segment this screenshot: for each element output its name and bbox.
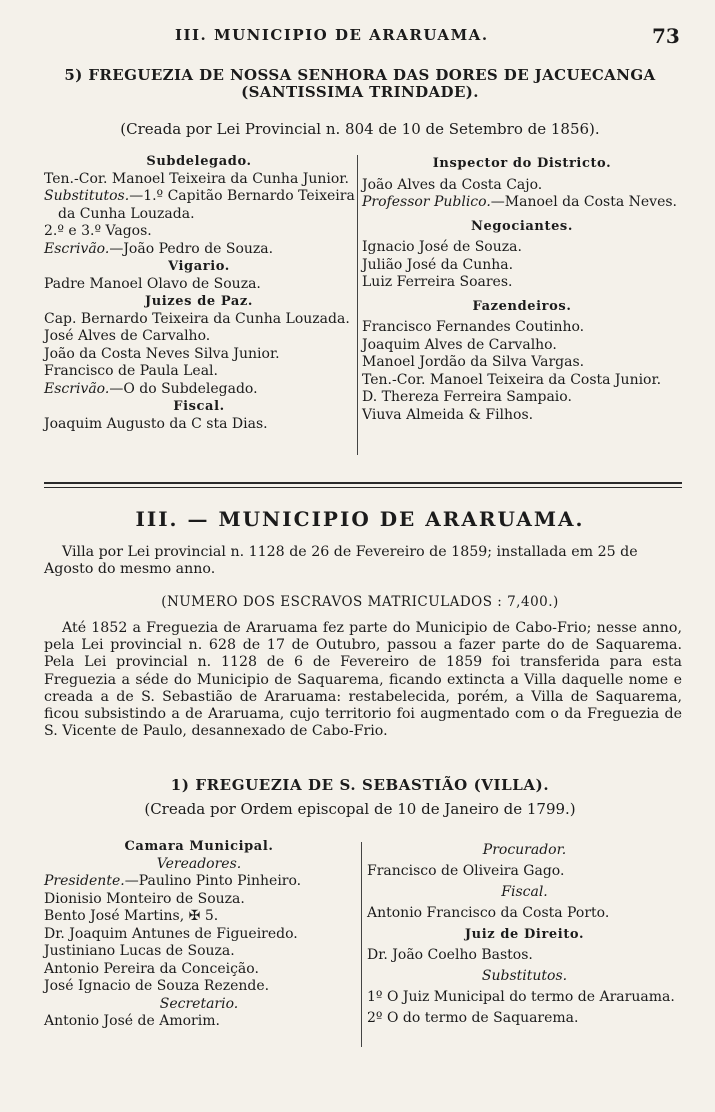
fazendeiro-item: Ten.-Cor. Manoel Teixeira da Costa Junior. — [362, 371, 662, 388]
fiscal-heading: Fiscal. — [173, 399, 225, 414]
vagos-line: 2.º e 3.º Vagos. — [44, 223, 152, 239]
vereador-item: Dionisio Monteiro de Souza. — [44, 890, 245, 907]
substitutos-heading: Substitutos. — [481, 968, 568, 984]
municipio-historia — [44, 620, 682, 740]
vigario-heading: Vigario. — [168, 259, 230, 274]
section5-title-line2: (SANTISSIMA TRINDADE). — [241, 83, 479, 101]
escrivao-line — [44, 241, 354, 259]
negociante-item: Ignacio José de Souza. — [362, 239, 522, 255]
section1-title: 1) FREGUEZIA DE S. SEBASTIÃO (VILLA). — [170, 776, 550, 794]
negociante-item: Luiz Ferreira Soares. — [362, 274, 513, 290]
presidente-text: —Paulino Pinto Pinheiro. — [124, 873, 302, 889]
inspector-heading: Inspector do Districto. — [432, 156, 612, 171]
substituto-item: 2º O do termo de Saquarema. — [367, 1010, 579, 1026]
fiscal-name: Joaquim Augusto da C sta Dias. — [44, 415, 268, 432]
juiz-item: Francisco de Paula Leal. — [44, 363, 218, 379]
escrivao-label: Escrivão. — [44, 240, 110, 257]
section1-creada: (Creada por Ordem episcopal de 10 de Janeiro de 1799.) — [144, 800, 576, 818]
professor-label: Professor Publico. — [362, 194, 491, 210]
section1-left-column — [44, 838, 354, 1031]
fazendeiro-item: Manoel Jordão da Silva Vargas. — [362, 354, 585, 370]
escravos-count: (NUMERO DOS ESCRAVOS MATRICULADOS : 7,400.) — [161, 594, 559, 610]
section5-right-column — [362, 155, 682, 424]
fazendeiro-item: D. Thereza Ferreira Sampaio. — [362, 389, 572, 405]
professor-line — [362, 194, 682, 212]
fazendeiro-item: Francisco Fernandes Coutinho. — [362, 319, 585, 335]
presidente-label: Presidente. — [44, 873, 125, 889]
subdelegado-heading: Subdelegado. — [146, 154, 252, 169]
section-rule-bottom — [44, 487, 682, 488]
fiscal-heading: Fiscal. — [501, 884, 548, 900]
fazendeiro-item: Joaquim Alves de Carvalho. — [362, 336, 557, 353]
juizes-escrivao-line — [44, 381, 354, 399]
vigario-name: Padre Manoel Olavo de Souza. — [44, 275, 261, 292]
municipio-intro — [44, 544, 682, 578]
vereador-item: Justiniano Lucas de Souza. — [44, 943, 235, 959]
juiz-item: João da Costa Neves Silva Junior. — [44, 345, 280, 362]
substitutos-cont: da Cunha Louzada. — [58, 205, 195, 222]
camara-heading: Camara Municipal. — [124, 839, 274, 854]
column-divider — [357, 155, 358, 455]
procurador-heading: Procurador. — [482, 842, 567, 858]
fazendeiros-heading: Fazendeiros. — [472, 298, 572, 314]
vereador-item: José Ignacio de Souza Rezende. — [44, 978, 270, 994]
professor-text: —Manoel da Costa Neves. — [490, 194, 677, 210]
inspector-name: João Alves da Costa Cajo. — [362, 176, 543, 193]
municipio-intro-text: Villa por Lei provincial n. 1128 de 26 de Fevereiro de 1859; installada em 25 de Agosto do mesmo anno. — [44, 544, 638, 578]
municipio-historia-text: Até 1852 a Freguezia de Araruama fez parte do Municipio de Cabo-Frio; nesse anno, pela Lei provincial n. 628 de 17 de Outubro, passou a fazer parte do de Saquarema. Pela Lei provincial n. 1128 de 6 de Fevereiro de 1859 foi transferida para esta Freguezia a séde do Municipio de Saquarema, ficando extincta a Villa daquelle nome e creada a de S. Sebastião de Araruama: restabelecida, porém, a Villa de Saquarema, ficou subsistindo a de Araruama, cujo territorio foi augmentado com o da Freguezia de S. Vicente de Paulo, desannexado de Cabo-Frio. — [44, 620, 682, 740]
substitutos-line — [44, 188, 354, 206]
juiz-direito-name: Dr. João Coelho Bastos. — [367, 947, 533, 963]
section5-title-line1: 5) FREGUEZIA DE NOSSA SENHORA DAS DORES DE JACUECANGA — [64, 66, 656, 84]
juiz-item: José Alves de Carvalho. — [44, 328, 211, 344]
vereadores-heading: Vereadores. — [156, 855, 242, 872]
vereador-item: Dr. Joaquim Antunes de Figueiredo. — [44, 925, 298, 942]
juizes-escrivao-text: —O do Subdelegado. — [109, 380, 258, 397]
escrivao-text: —João Pedro de Souza. — [109, 240, 274, 257]
fiscal-name: Antonio Francisco da Costa Porto. — [367, 905, 610, 921]
juiz-item: Cap. Bernardo Teixeira da Cunha Louzada. — [44, 310, 350, 327]
secretario-heading: Secretario. — [159, 995, 239, 1012]
juizes-escrivao-label: Escrivão. — [44, 380, 110, 397]
section1-right-column — [367, 840, 682, 1029]
running-header-title: III. MUNICIPIO DE ARARUAMA. — [175, 26, 489, 44]
vereador-item: Antonio Pereira da Conceição. — [44, 960, 259, 977]
vereador-item: Bento José Martins, ✠ 5. — [44, 908, 219, 924]
section5-left-column — [44, 153, 354, 433]
juizes-heading: Juizes de Paz. — [144, 294, 254, 309]
substitutos-label: Substitutos. — [44, 188, 130, 204]
juiz-direito-heading: Juiz de Direito. — [464, 927, 585, 942]
presidente-line — [44, 873, 354, 891]
negociantes-heading: Negociantes. — [471, 218, 573, 234]
running-header — [0, 24, 715, 50]
section-rule-top — [44, 482, 682, 484]
municipio-title: III. — MUNICIPIO DE ARARUAMA. — [135, 507, 585, 531]
negociante-item: Julião José da Cunha. — [362, 256, 514, 273]
page-number: 73 — [652, 24, 680, 48]
section5-title — [40, 67, 680, 101]
substituto-item: 1º O Juiz Municipal do termo de Araruama. — [367, 989, 675, 1005]
column-divider — [361, 842, 362, 1047]
secretario-name: Antonio José de Amorim. — [44, 1013, 220, 1029]
procurador-name: Francisco de Oliveira Gago. — [367, 863, 565, 879]
section5-creada: (Creada por Lei Provincial n. 804 de 10 de Setembro de 1856). — [120, 120, 600, 138]
substitutos-text: —1.º Capitão Bernardo Teixeira — [129, 188, 355, 204]
fazendeiro-item: Viuva Almeida & Filhos. — [362, 406, 534, 423]
subdelegado-name: Ten.-Cor. Manoel Teixeira da Cunha Junior. — [44, 170, 349, 187]
